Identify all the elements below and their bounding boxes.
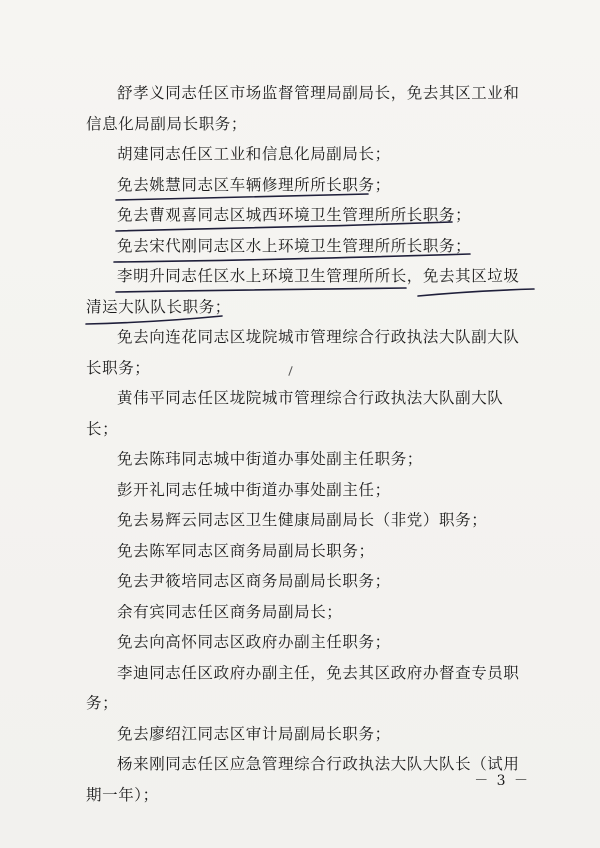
document-body (86, 78, 534, 810)
paragraph-18: 杨来刚同志任区应急管理综合行政执法大队大队长（试用期一年）； (86, 755, 520, 804)
paragraph-3: 免去姚慧同志区车辆修理所所长职务； (117, 175, 391, 194)
paragraph-9: 免去陈玮同志城中街道办事处副主任职务； (117, 450, 423, 468)
paragraph-1: 舒孝义同志任区市场监督管理局副局长，免去其区工业和信息化局副局长职务； (86, 84, 520, 133)
page-number: － 3 － (474, 773, 530, 789)
paragraph-13: 免去尹筱培同志区商务局副局长职务； (117, 572, 391, 590)
paragraph-12: 免去陈军同志区商务局副局长职务； (117, 541, 375, 560)
paragraph-2: 胡建同志任区工业和信息化局副局长； (117, 145, 391, 163)
paragraph-16: 李迪同志任区政府办副主任，免去其区政府办督查专员职务； (86, 663, 520, 712)
paragraph-7: 免去向连花同志区垅院城市管理综合行政执法大队副大队长职务； (86, 328, 520, 377)
paragraph-5: 免去宋代刚同志区水上环境卫生管理所所长职务； (117, 236, 472, 255)
paragraph-17: 免去廖绍江同志区审计局副局长职务； (117, 724, 391, 743)
paragraph-8: 黄伟平同志任区垅院城市管理综合行政执法大队副大队长； (86, 389, 504, 438)
paragraph-6: 李明升同志任区水上环境卫生管理所所长，免去其区垃圾清运大队队长职务； (86, 267, 520, 316)
paragraph-4: 免去曹观喜同志区城西环境卫生管理所所长职务； (117, 206, 472, 224)
paragraph-11: 免去易辉云同志区卫生健康局副局长（非党）职务； (117, 511, 488, 529)
paragraph-14: 余有宾同志任区商务局副局长； (117, 602, 343, 621)
paragraph-15: 免去向高怀同志区政府办副主任职务； (117, 633, 391, 651)
paragraph-10: 彭开礼同志任城中街道办事处副主任； (117, 480, 391, 499)
